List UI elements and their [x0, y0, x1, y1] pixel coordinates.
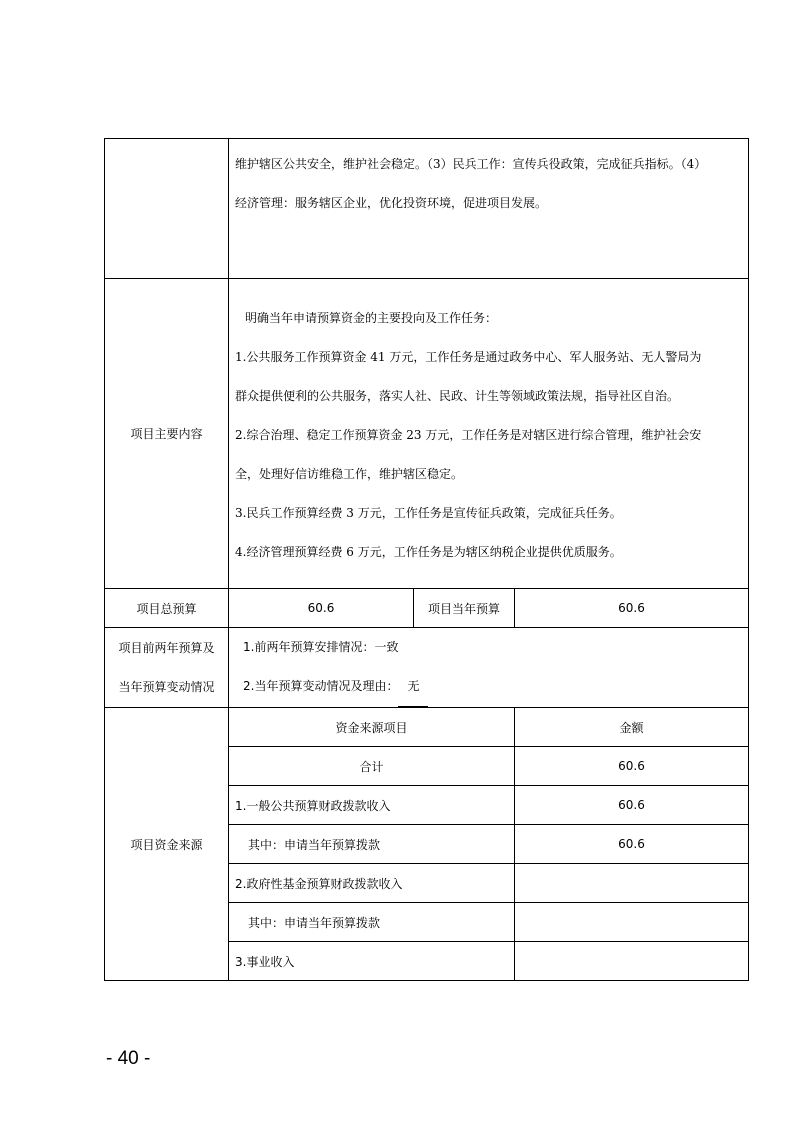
budget-change-label [105, 628, 229, 708]
main-content-item1-line1: 1.公共服务工作预算资金 41 万元，工作任务是通过政务中心、军人服务站、无人警局为 [235, 350, 702, 364]
total-budget-label: 项目总预算 [105, 589, 229, 628]
main-content-item2-line1: 2.综合治理、稳定工作预算资金 23 万元，工作任务是对辖区进行综合管理，维护社会安 [235, 428, 702, 442]
main-content-intro: 明确当年申请预算资金的主要投向及工作任务： [245, 311, 498, 325]
funding-row-source: 1.一般公共预算财政拨款收入 [229, 786, 515, 825]
continued-line-2: 经济管理：服务辖区企业，优化投资环境，促进项目发展。 [235, 196, 548, 210]
main-content-label: 项目主要内容 [105, 279, 229, 589]
continued-label-cell [105, 139, 229, 279]
budget-change-item2-prefix: 2.当年预算变动情况及理由： [243, 679, 399, 693]
project-budget-table [104, 138, 749, 981]
budget-change-row [105, 628, 749, 708]
budget-change-label-line1: 项目前两年预算及 [118, 640, 215, 655]
funding-row-source: 其中：申请当年预算拨款 [229, 903, 515, 942]
main-content-item4: 4.经济管理预算经费 6 万元，工作任务是为辖区纳税企业提供优质服务。 [235, 545, 622, 559]
continued-line-1: 维护辖区公共安全，维护社会稳定。（3）民兵工作：宣传兵役政策，完成征兵指标。（4） [235, 157, 707, 171]
continued-text-cell [229, 139, 749, 279]
funding-header-row [105, 708, 749, 747]
funding-row-amount [515, 942, 749, 981]
funding-row-source: 3.事业收入 [229, 942, 515, 981]
budget-row [105, 589, 749, 628]
budget-change-reason-value: 无 [398, 667, 428, 707]
current-budget-label: 项目当年预算 [414, 589, 515, 628]
funding-source-header: 资金来源项目 [229, 708, 515, 747]
funding-row-amount [515, 864, 749, 903]
budget-change-label-line2: 当年预算变动情况 [118, 679, 215, 694]
main-content-row [105, 279, 749, 589]
budget-change-item2 [229, 667, 748, 707]
funding-row-source: 2.政府性基金预算财政拨款收入 [229, 864, 515, 903]
budget-change-item1: 1.前两年预算安排情况：一致 [243, 640, 399, 654]
funding-row-total-amount: 60.6 [515, 747, 749, 786]
main-content-item3: 3.民兵工作预算经费 3 万元，工作任务是宣传征兵政策，完成征兵任务。 [235, 506, 622, 520]
page-number: - 40 - [106, 1048, 151, 1069]
funding-row-amount: 60.6 [515, 825, 749, 864]
funding-source-label: 项目资金来源 [105, 708, 229, 981]
main-content-item1-line2: 群众提供便利的公共服务，落实人社、民政、计生等领域政策法规，指导社区自治。 [235, 389, 680, 403]
funding-row-amount: 60.6 [515, 786, 749, 825]
continued-content-row [105, 139, 749, 279]
total-budget-value: 60.6 [229, 589, 414, 628]
main-content-item2-line2: 全，处理好信访维稳工作，维护辖区稳定。 [235, 467, 464, 481]
budget-change-cell [229, 628, 749, 708]
funding-row-source: 其中：申请当年预算拨款 [229, 825, 515, 864]
funding-row-total-source: 合计 [229, 747, 515, 786]
main-content-cell [229, 279, 749, 589]
current-budget-value: 60.6 [515, 589, 749, 628]
funding-row-amount [515, 903, 749, 942]
funding-amount-header: 金额 [515, 708, 749, 747]
